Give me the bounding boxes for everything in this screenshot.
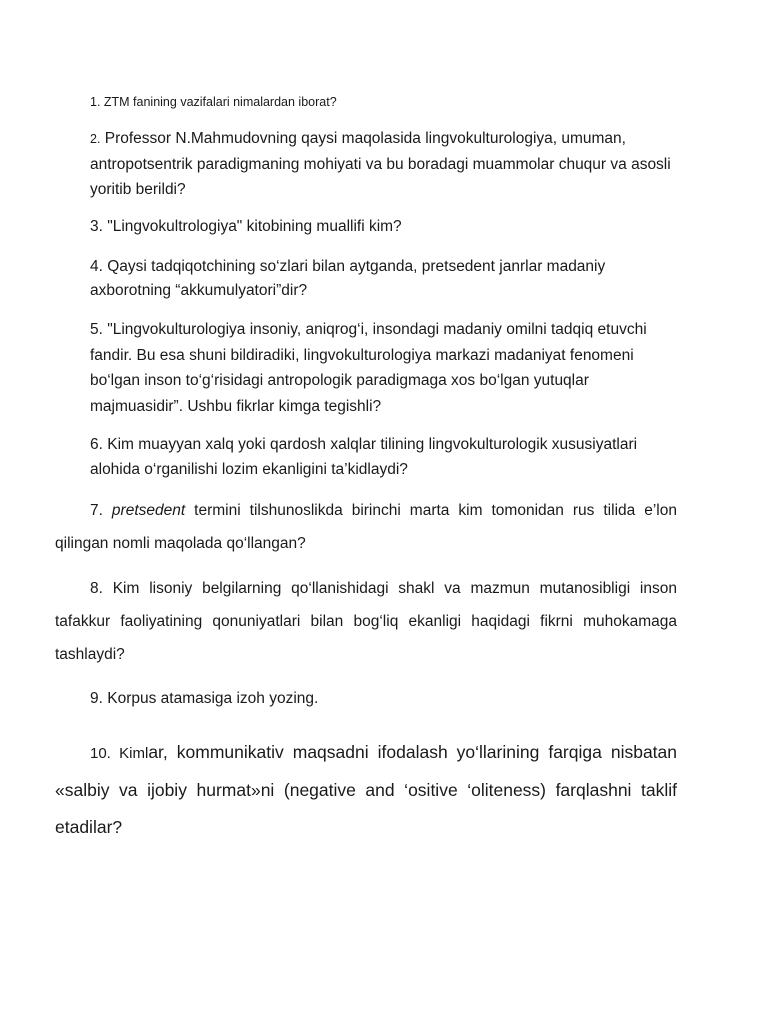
question-9: 9. Korpus atamasiga izoh yozing. [90,690,319,707]
question-3: 3. "Lingvokultrologiya" kitobining muallifi kim? [90,218,402,235]
question-2-number: 2. [90,132,101,146]
question-2 [90,126,680,202]
question-7-number: 7. [90,502,112,519]
question-10-number: 10. Kiml [90,745,149,762]
question-2-text: Professor N.Mahmudovning qaysi maqolasida lingvokulturologiya, umuman, antropotsentrik paradigmaning mohiyati va bu boradagi muammolar chuqur va asosli yoritib berildi? [90,130,671,198]
question-7 [55,494,677,560]
question-10 [55,734,677,846]
question-7-italic-term: pretsedent [111,502,186,519]
question-7-text: termini tilshunoslikda birinchi marta kim tomonidan rus tilida e’lon qilingan nomli maqolada qo‘llangan? [55,502,677,552]
question-5: 5. "Lingvokulturologiya insoniy, aniqrog‘i, insondagi madaniy omilni tadqiq etuvchi fandir. Bu esa shuni bildiradiki, lingvokulturologiya markazi madaniyat fenomeni bo‘lgan inson to‘g‘risidagi antropologik paradigmaga xos bo‘lgan yutuqlar majmuasidir”. Ushbu fikrlar kimga tegishli? [90,321,647,415]
question-1: 1. ZTM fanining vazifalari nimalardan iborat? [90,95,337,109]
question-8: 8. Kim lisoniy belgilarning qo‘llanishidagi shakl va mazmun mutanosibligi inson tafakkur faoliyatining qonuniyatlari bilan bog‘liq ekanligi haqidagi fikrni muhokamaga tashlaydi? [55,580,677,663]
question-4: 4. Qaysi tadqiqotchining so‘zlari bilan aytganda, pretsedent janrlar madaniy axborotning “akkumulyatori”dir? [90,258,606,299]
question-6: 6. Kim muayyan xalq yoki qardosh xalqlar tilining lingvokulturologik xususiyatlari alohida o‘rganilishi lozim ekanligini ta’kidlaydi? [90,436,638,478]
question-10-text: ar, kommunikativ maqsadni ifodalash yo‘llarining farqiga nisbatan «salbiy va ijobiy hurmat»ni (negative and ‘ositive ‘oliteness) farqlashni taklif etadilar? [55,742,678,837]
